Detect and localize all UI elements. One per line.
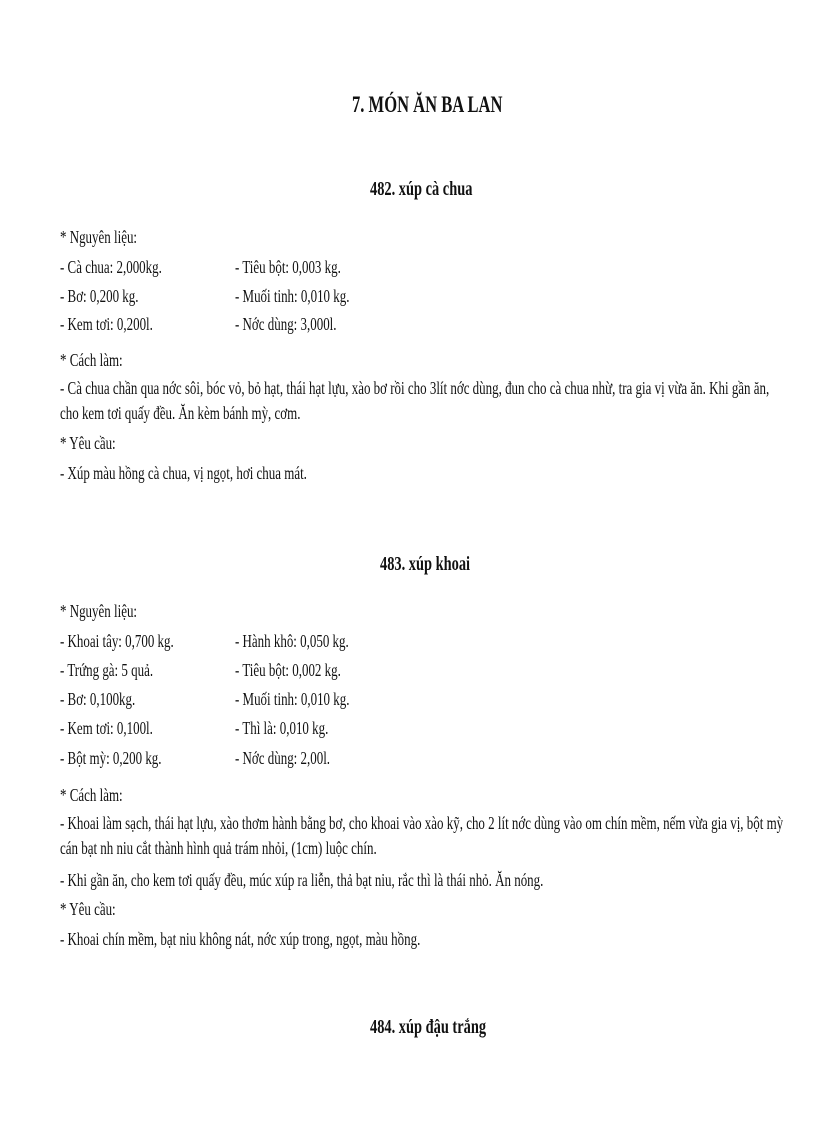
ingredient-item: - Cà chua: 2,000kg. bbox=[60, 257, 162, 277]
method-paragraph: - Khi gần ăn, cho kem tơi quấy đều, múc xúp ra liễn, thả bạt niu, rắc thì là thái nhỏ. Ăn nóng. bbox=[60, 870, 544, 890]
ingredient-item: - Nớc dùng: 3,000l. bbox=[235, 314, 337, 334]
ingredient-item: - Khoai tây: 0,700 kg. bbox=[60, 631, 174, 651]
ingredient-item: - Kem tơi: 0,200l. bbox=[60, 314, 153, 334]
ingredient-item: - Hành khô: 0,050 kg. bbox=[235, 631, 349, 651]
ingredient-item: - Tiêu bột: 0,002 kg. bbox=[235, 660, 341, 680]
ingredient-item: - Muối tinh: 0,010 kg. bbox=[235, 689, 350, 709]
ingredient-item: - Bơ: 0,200 kg. bbox=[60, 286, 139, 306]
ingredient-item: - Kem tơi: 0,100l. bbox=[60, 718, 153, 738]
requirement-text: - Xúp màu hồng cà chua, vị ngọt, hơi chua mát. bbox=[60, 463, 307, 483]
chapter-title: 7. MÓN ĂN BA LAN bbox=[352, 92, 503, 117]
requirement-text: - Khoai chín mềm, bạt niu không nát, nớc xúp trong, ngọt, màu hồng. bbox=[60, 929, 421, 949]
method-paragraph: - Khoai làm sạch, thái hạt lựu, xào thơm hành bằng bơ, cho khoai vào xào kỹ, cho 2 lít nớc dùng vào om chín mềm, nếm vừa gia vị, bột mỳ cán bạt nh niu cắt thành hình quả trám nhỏi, (1cm) luộc chín. bbox=[60, 813, 784, 858]
recipe-title: 483. xúp khoai bbox=[380, 553, 471, 575]
ingredients-heading: * Nguyên liệu: bbox=[60, 227, 138, 247]
ingredient-item: - Bơ: 0,100kg. bbox=[60, 689, 136, 709]
ingredient-item: - Thì là: 0,010 kg. bbox=[235, 718, 329, 738]
ingredient-item: - Trứng gà: 5 quả. bbox=[60, 660, 154, 680]
method-paragraph: - Cà chua chần qua nớc sôi, bóc vỏ, bỏ hạt, thái hạt lựu, xào bơ rồi cho 3lít nớc dùng, đun cho cà chua nhừ, tra gia vị vừa ăn. Khi gần ăn, cho kem tơi quấy đều. Ăn kèm bánh mỳ, cơm. bbox=[60, 378, 770, 423]
recipe-title: 484. xúp đậu trắng bbox=[370, 1016, 487, 1038]
ingredient-item: - Tiêu bột: 0,003 kg. bbox=[235, 257, 341, 277]
recipe-title: 482. xúp cà chua bbox=[370, 178, 473, 200]
ingredient-item: - Muối tinh: 0,010 kg. bbox=[235, 286, 350, 306]
requirement-heading: * Yêu cầu: bbox=[60, 433, 116, 453]
requirement-heading: * Yêu cầu: bbox=[60, 899, 116, 919]
method-heading: * Cách làm: bbox=[60, 785, 123, 805]
ingredient-item: - Bột mỳ: 0,200 kg. bbox=[60, 748, 162, 768]
method-heading: * Cách làm: bbox=[60, 350, 123, 370]
ingredient-item: - Nớc dùng: 2,00l. bbox=[235, 748, 331, 768]
ingredients-heading: * Nguyên liệu: bbox=[60, 601, 138, 621]
